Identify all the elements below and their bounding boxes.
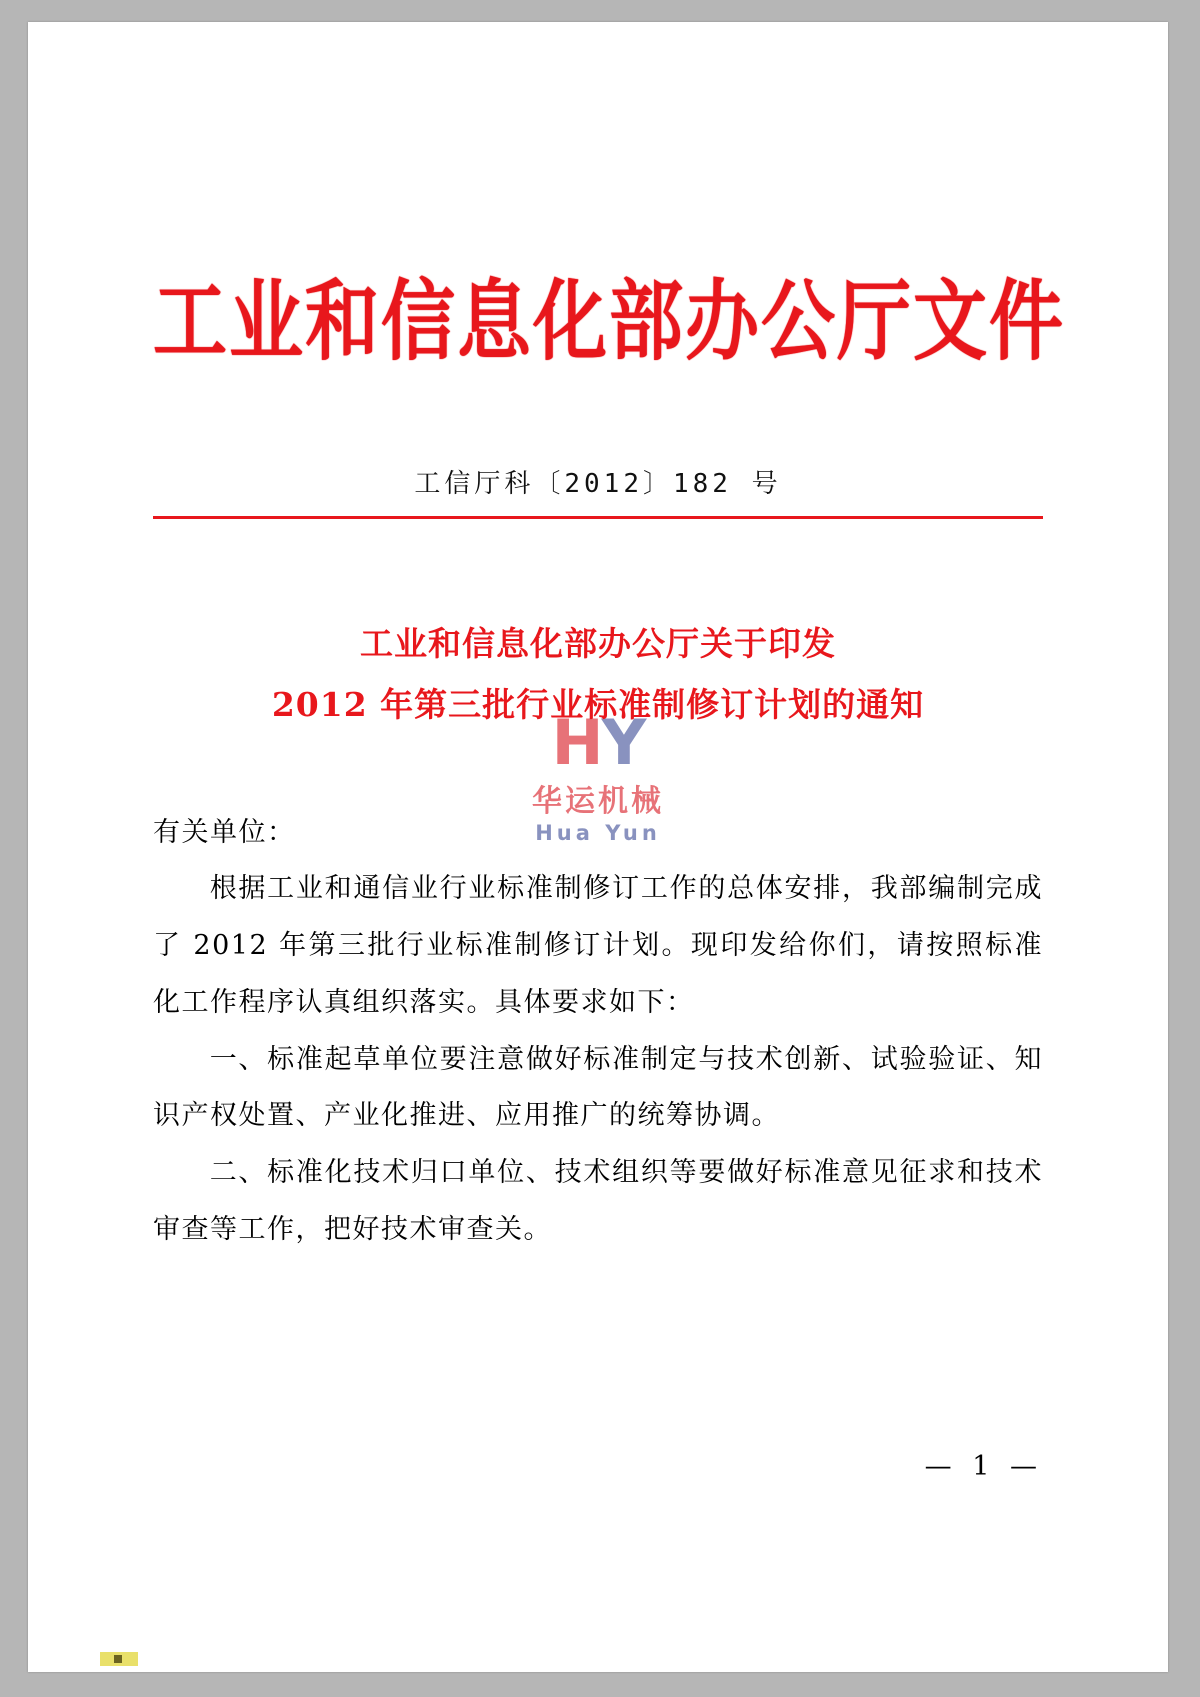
- watermark-company-name-en: Hua Yun: [535, 821, 661, 845]
- corner-marker: [100, 1652, 138, 1666]
- masthead-title: 工业和信息化部办公厅文件: [153, 271, 1065, 373]
- body-paragraph-2: 一、标准起草单位要注意做好标准制定与技术创新、试验验证、知识产权处置、产业化推进、应用推广的统筹协调。: [153, 1043, 1043, 1132]
- document-title-line-2: 2012 年第三批行业标准制修订计划的通知: [271, 684, 925, 724]
- document-number: 工信厅科〔2012〕182 号: [414, 468, 782, 499]
- document-page: [28, 22, 1168, 1672]
- body-paragraph-1: 根据工业和通信业行业标准制修订工作的总体安排，我部编制完成了 2012 年第三批行业标准制修订计划。现印发给你们，请按照标准化工作程序认真组织落实。具体要求如下：: [153, 873, 1043, 1018]
- document-title-line-1: 工业和信息化部办公厅关于印发: [360, 623, 836, 663]
- document-title: [153, 613, 1043, 735]
- red-divider-rule: [153, 516, 1043, 519]
- page-content: [28, 22, 1168, 1672]
- body-paragraph-3: 二、标准化技术归口单位、技术组织等要做好标准意见征求和技术审查等工作，把好技术审查关。: [153, 1156, 1043, 1245]
- watermark-monogram-right: Y: [601, 706, 645, 779]
- watermark-company-name-cn: 华运机械: [532, 784, 664, 819]
- salutation: 有关单位：: [153, 816, 296, 848]
- document-body: [153, 805, 1043, 1259]
- watermark-monogram-left: H: [551, 706, 602, 779]
- corner-marker-dot: [114, 1655, 122, 1663]
- page-number: — 1 —: [924, 1451, 1043, 1482]
